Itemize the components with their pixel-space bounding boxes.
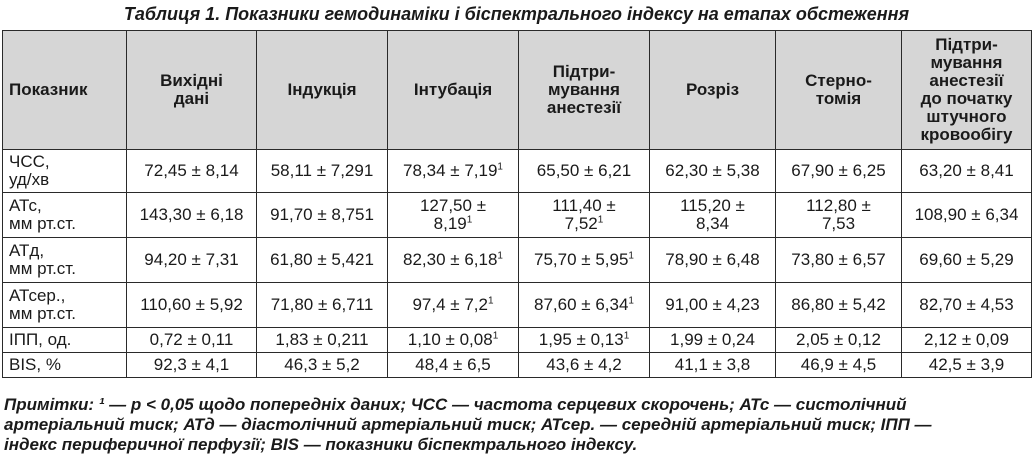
header-row [3, 31, 1032, 150]
table-cell: 110,60 ± 5,92 [127, 283, 257, 328]
table-cell: 48,4 ± 6,5 [388, 353, 519, 378]
significance-marker: 1 [497, 250, 503, 262]
table-row [3, 193, 1032, 238]
table-notes [4, 395, 1029, 455]
header-intubation: Інтубація [388, 31, 519, 150]
table-body [3, 150, 1032, 378]
table-cell: 108,90 ± 6,34 [902, 193, 1032, 238]
table-cell: 46,3 ± 5,2 [257, 353, 388, 378]
table-cell: 41,1 ± 3,8 [650, 353, 776, 378]
header-indicator: Показник [3, 31, 127, 150]
table-cell: $1,10 \pm 0,08^1$ [388, 328, 519, 353]
row-label: АТсер., мм рт.ст. [3, 283, 127, 328]
table-row [3, 283, 1032, 328]
table-cell: 143,30 ± 6,18 [127, 193, 257, 238]
table-cell: 91,00 ± 4,23 [650, 283, 776, 328]
table-cell: 65,50 ± 6,21 [519, 150, 650, 193]
data-table [2, 30, 1032, 378]
table-caption: Таблиця 1. Показники гемодинаміки і біспектрального індексу на етапах обстеження [123, 4, 910, 24]
table-cell: 43,6 ± 4,2 [519, 353, 650, 378]
table-row [3, 328, 1032, 353]
table-cell: 115,20 ± 8,34 [650, 193, 776, 238]
significance-marker: 1 [597, 214, 604, 226]
table-cell: 1,83 ± 0,211 [257, 328, 388, 353]
table-cell: $78,34 \pm 7,19^1$ [388, 150, 519, 193]
table-cell: 2,05 ± 0,12 [776, 328, 902, 353]
header-induction: Індукція [257, 31, 388, 150]
note-line: індекс периферичної перфузії; BIS — показники біспектрального індексу. [4, 435, 638, 454]
table-cell: 86,80 ± 5,42 [776, 283, 902, 328]
table-cell: 71,80 ± 6,711 [257, 283, 388, 328]
table-cell: 73,80 ± 6,57 [776, 238, 902, 283]
table-cell: 112,80 ± 7,53 [776, 193, 902, 238]
significance-marker: 1 [497, 161, 503, 173]
significance-marker: 1 [487, 295, 494, 307]
table-cell: 92,3 ± 4,1 [127, 353, 257, 378]
table-cell: $1,95 \pm 0,13^1$ [519, 328, 650, 353]
table-cell: 1,99 ± 0,24 [650, 328, 776, 353]
table-cell: $75,70 \pm 5,95^1$ [519, 238, 650, 283]
significance-marker: 1 [623, 330, 630, 342]
table-cell: 82,70 ± 4,53 [902, 283, 1032, 328]
row-label: АТс, мм рт.ст. [3, 193, 127, 238]
row-label: АТд, мм рт.ст. [3, 238, 127, 283]
significance-marker: 1 [492, 330, 499, 342]
table-cell: 58,11 ± 7,291 [257, 150, 388, 193]
header-sternotomy: Стерно- томія [776, 31, 902, 150]
table-cell: 46,9 ± 4,5 [776, 353, 902, 378]
table-cell: 72,45 ± 8,14 [127, 150, 257, 193]
table-cell: $82,30 \pm 6,18^1$ [388, 238, 519, 283]
table-cell: 42,5 ± 3,9 [902, 353, 1032, 378]
table-row [3, 150, 1032, 193]
table-cell: 61,80 ± 5,421 [257, 238, 388, 283]
table-cell: 111,40 ± $7,52^1$ [519, 193, 650, 238]
header-baseline: Вихідні дані [127, 31, 257, 150]
row-label: ІПП, од. [3, 328, 127, 353]
significance-marker: 1 [466, 214, 473, 226]
table-cell: 67,90 ± 6,25 [776, 150, 902, 193]
table-cell: 69,60 ± 5,29 [902, 238, 1032, 283]
table-cell: 0,72 ± 0,11 [127, 328, 257, 353]
significance-marker: 1 [628, 295, 634, 307]
table-row [3, 238, 1032, 283]
table-cell: 127,50 ± $8,19^1$ [388, 193, 519, 238]
header-maintenance-pre-bypass: Підтри- мування анестезії до початку штучного кровообігу [902, 31, 1032, 150]
table-cell: 62,30 ± 5,38 [650, 150, 776, 193]
row-label: BIS, % [3, 353, 127, 378]
table-cell: 63,20 ± 8,41 [902, 150, 1032, 193]
note-line: артеріальний тиск; АТд — діастолічний артеріальний тиск; АТсер. — середній артеріальний тиск; ІПП — [4, 415, 932, 434]
table-cell: 78,90 ± 6,48 [650, 238, 776, 283]
table-cell: $87,60 \pm 6,34^1$ [519, 283, 650, 328]
table-row [3, 353, 1032, 378]
table-cell: 91,70 ± 8,751 [257, 193, 388, 238]
significance-marker: 1 [628, 250, 634, 262]
header-maintenance: Підтри- мування анестезії [519, 31, 650, 150]
note-line: Примітки: ¹ — р < 0,05 щодо попередніх даних; ЧСС — частота серцевих скорочень; АТс — систолічний [4, 395, 907, 414]
table-cell: $97,4 \pm 7,2^1$ [388, 283, 519, 328]
table-cell: 94,20 ± 7,31 [127, 238, 257, 283]
header-incision: Розріз [650, 31, 776, 150]
table-cell: 2,12 ± 0,09 [902, 328, 1032, 353]
row-label: ЧСС, уд/хв [3, 150, 127, 193]
